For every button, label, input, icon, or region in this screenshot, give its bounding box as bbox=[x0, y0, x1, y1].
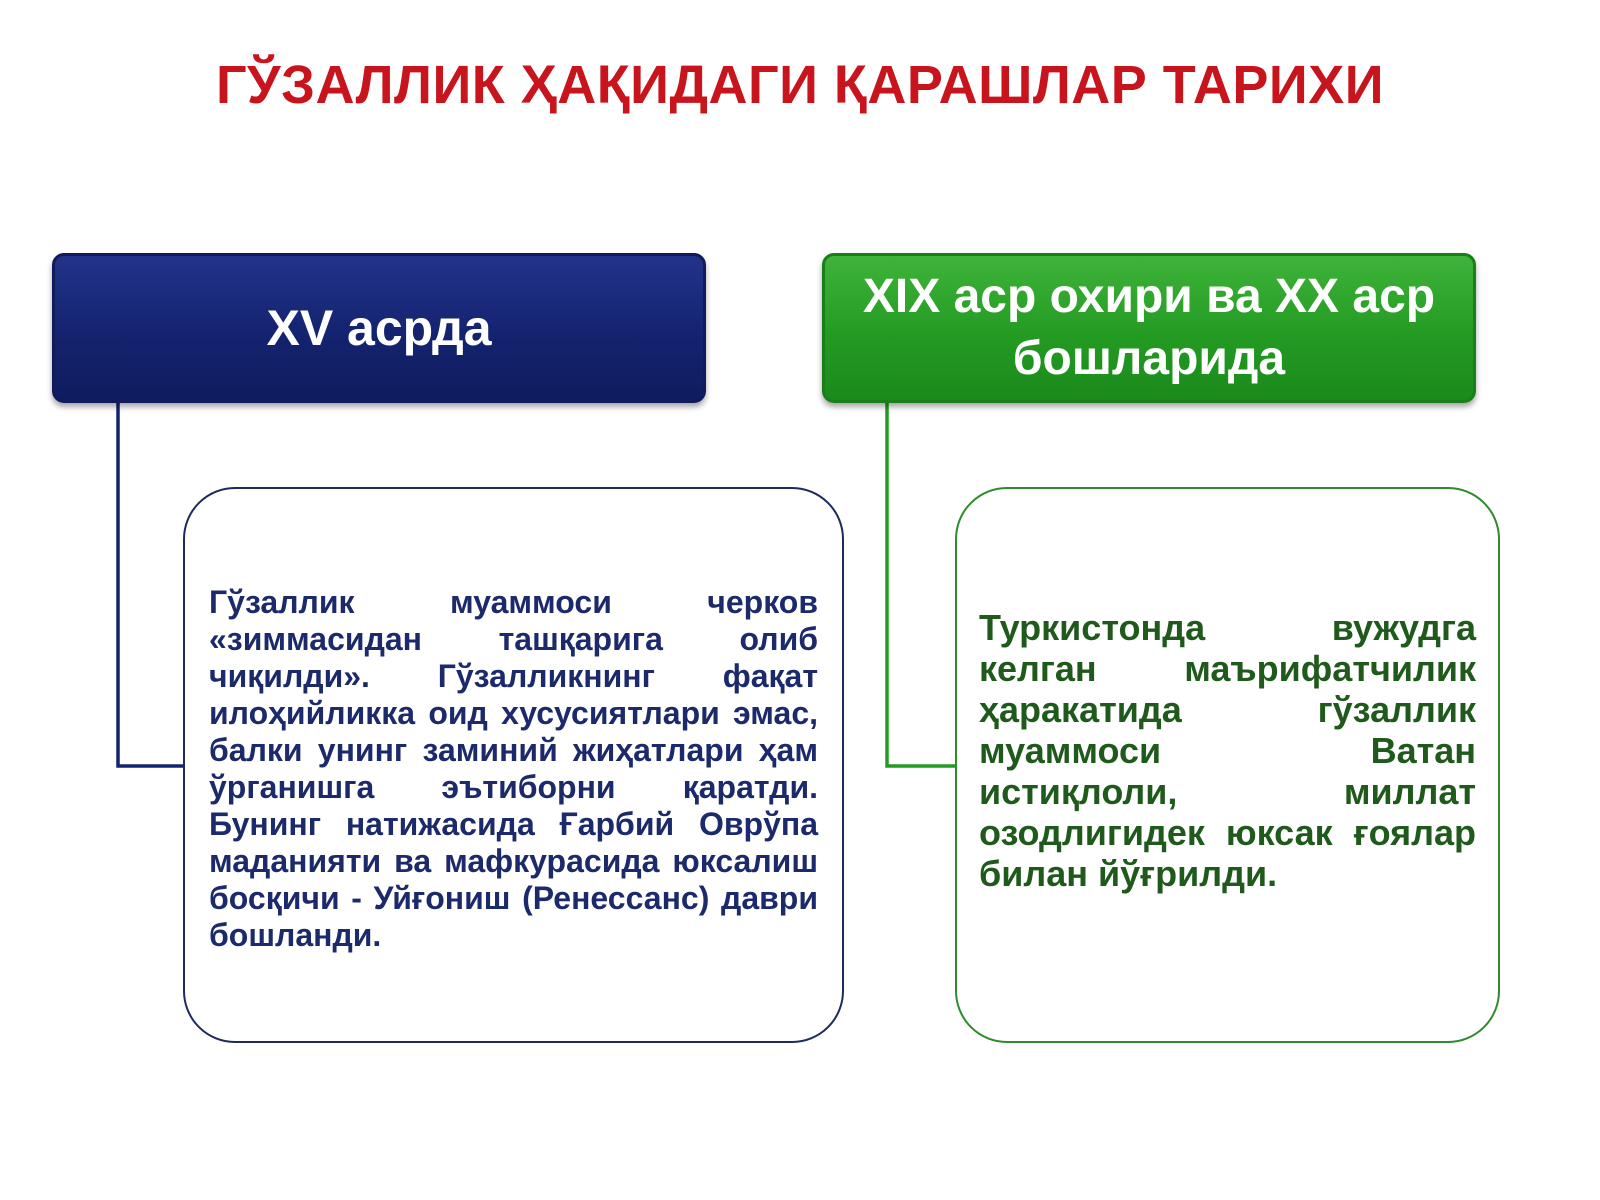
left-content-text: Гўзаллик муаммоси черков «зиммасидан ташқарига олиб чиқилди». Гўзалликнинг фақат илоҳийликка оид хусусиятлари эмас, балки унинг заминий жиҳатлари ҳам ўрганишга эътиборни қаратди. Бунинг натижасида Ғарбий Оврўпа маданияти ва мафкурасида юксалиш босқичи - Уйғониш (Ренессанс) даври бошланди. bbox=[209, 584, 818, 953]
right-content-text: Туркистонда вужудга келган маърифатчилик ҳаракатида гўзаллик муаммоси Ватан истиқлоли, миллат озодлигидек юксак ғоялар билан йўғрилди. bbox=[979, 606, 1476, 894]
left-header-box bbox=[52, 253, 706, 403]
left-header-label: XV асрда bbox=[266, 300, 492, 356]
right-content-box bbox=[955, 487, 1500, 1043]
right-header-label: XIX аср охири ва XX аср бошларида bbox=[862, 270, 1436, 385]
slide-title: ГЎЗАЛЛИК ҲАҚИДАГИ ҚАРАШЛАР ТАРИХИ bbox=[215, 55, 1385, 115]
left-connector-line bbox=[118, 403, 183, 766]
right-connector-line bbox=[887, 403, 955, 766]
left-content-box bbox=[183, 487, 844, 1043]
right-header-box bbox=[822, 253, 1476, 403]
